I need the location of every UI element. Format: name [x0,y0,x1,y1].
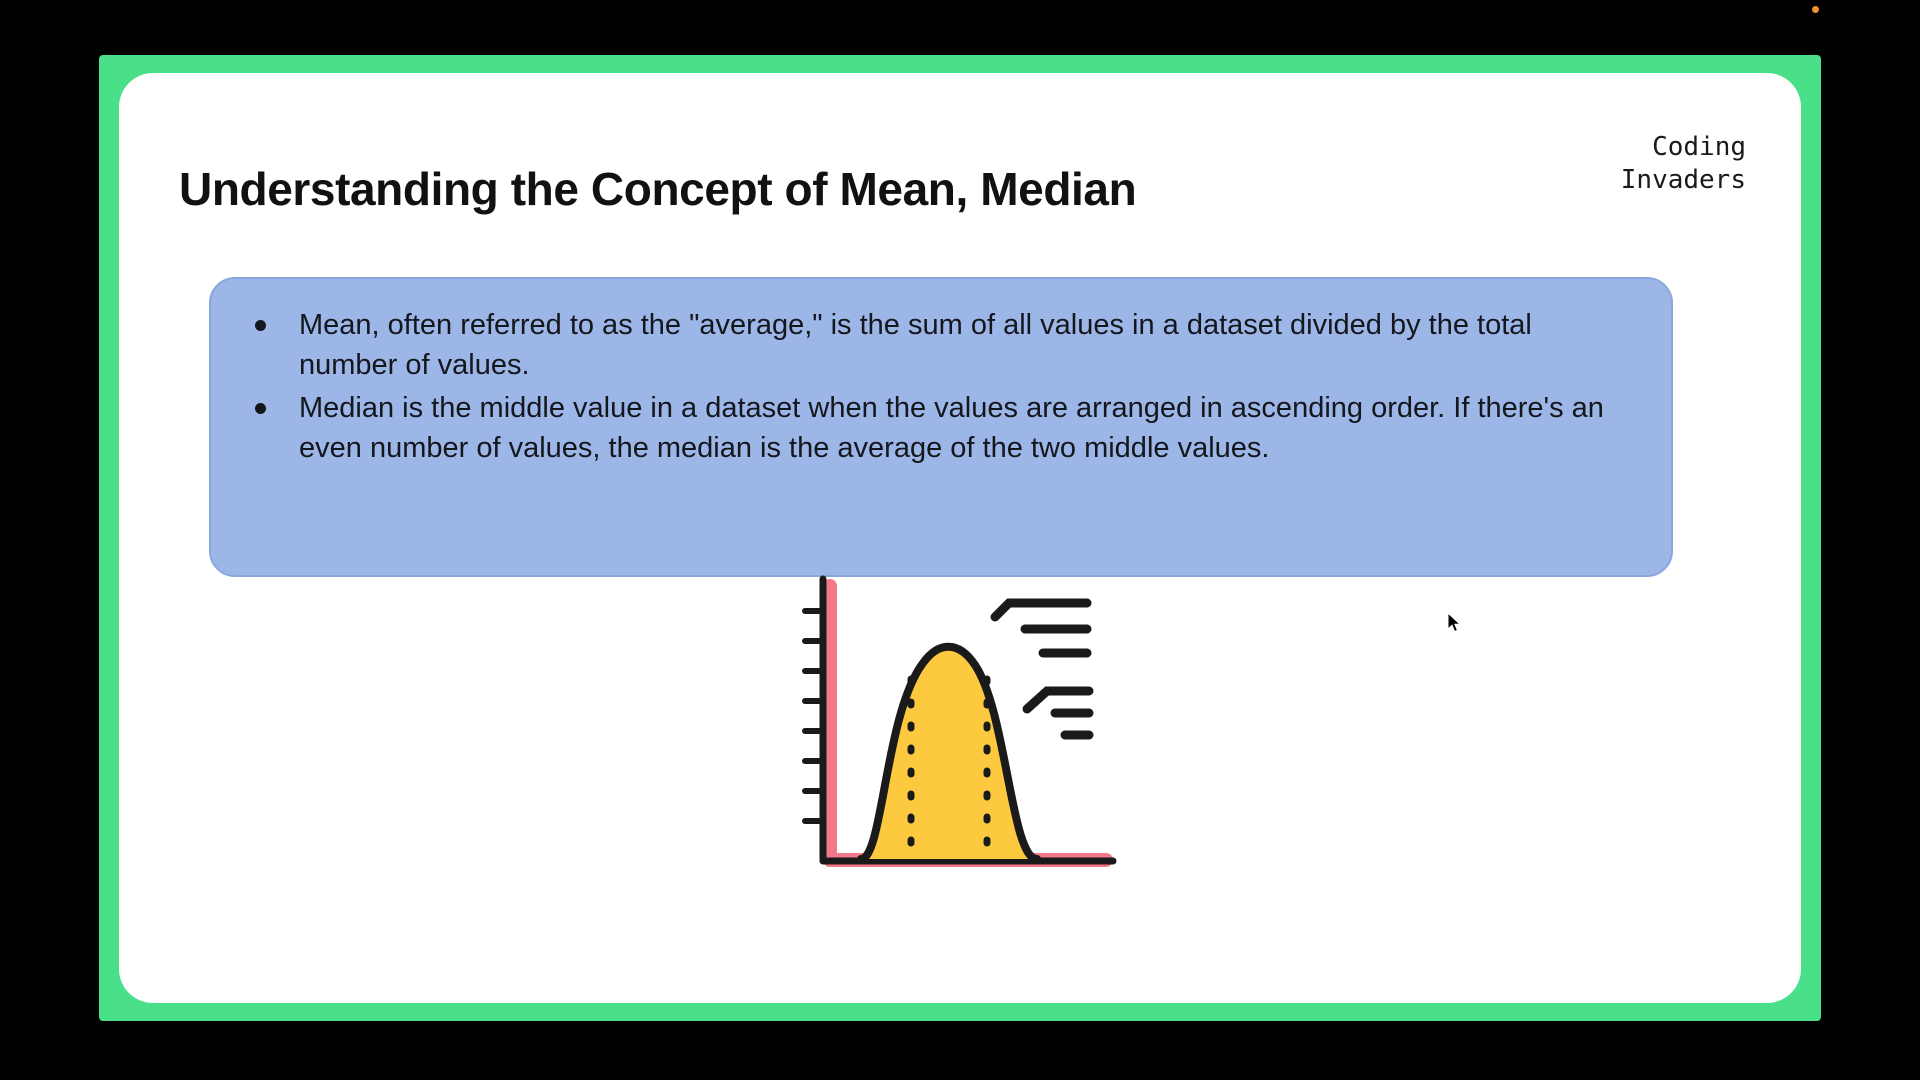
brand-logo [1446,131,1746,198]
content-callout [209,277,1673,577]
bullet-list [211,279,1671,468]
bullet-lead-term: Median [299,391,395,424]
bell-curve-chart-illustration [799,573,1139,883]
status-indicator-dot [1812,6,1819,13]
top-black-bar [0,0,1920,30]
bullet-text: is the middle value in a dataset when the values are arranged in ascending order. If there's an even number of values, the median is the average of the two middle values. [299,391,1604,464]
list-item [277,305,1631,386]
brand-line-1: Coding [1652,132,1746,162]
mouse-cursor [1447,612,1463,634]
slide-canvas [119,73,1801,1003]
page-title: Understanding the Concept of Mean, Median [179,163,1137,215]
bullet-lead-term: Mean [299,309,372,341]
brand-line-2: Invaders [1620,165,1746,196]
bullet-text: , often referred to as the "average," is the sum of all values in a dataset divided by the total number of values. [299,309,1532,382]
slide-green-frame [99,55,1821,1021]
list-item [277,388,1631,469]
